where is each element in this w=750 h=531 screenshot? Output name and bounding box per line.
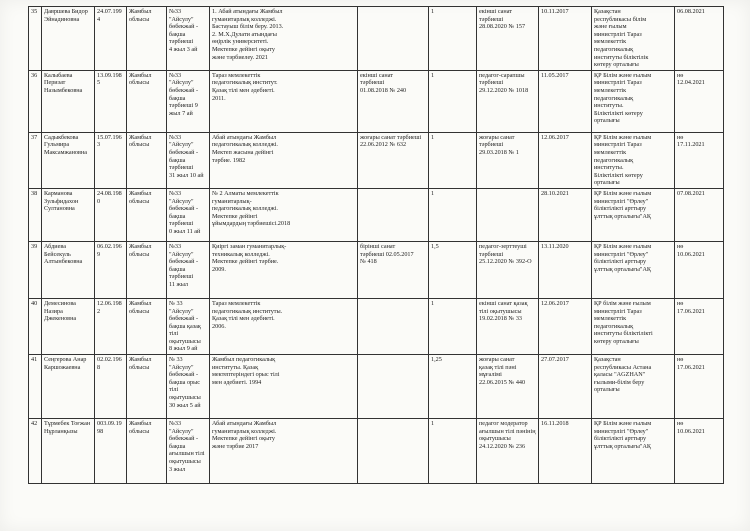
course-date-cell: 16.11.2018 [539,419,592,484]
education-cell: 1. Абай атындағы Жамбыл гуманитарлық колледжі. Бастауыш білім беру. 2013. 2. М.Х.Дулати атындағы өңірлік университеті. Мектепке дейінгі оқыту және тәрбиелеу. 2021 [210,7,358,71]
table-row [29,188,724,241]
education-cell: Жамбыл педагогикалық институты. Қазақ мектептеріндегі орыс тілі мен әдебиеті. 1994 [210,355,358,419]
training-organization-cell: ҚР Білім және ғылым министрлігі "Өрлеу" біліктілікті арттыру ұлттық орталығы"АҚ [592,188,675,241]
rate-cell: 1 [429,298,477,354]
workplace-experience-cell: №33 "Айсулу" бөбекжай - бақша тәрбиеші 11 жыл [167,241,210,298]
workplace-experience-cell: №33 "Айсулу" бөбекжай - бақша ағылшын тілі оқытушысы 3 жыл [167,419,210,484]
current-category-cell: педагог-зерттеуші тәрбиеші 25.12.2020 № 392-О [477,241,539,298]
birth-date-cell: 24.08.1980 [95,188,127,241]
certificate-date-cell: нө 17.11.2021 [675,132,724,188]
certificate-date-cell: нө 17.06.2021 [675,298,724,354]
table-body [29,7,724,484]
birth-date-cell: 02.02.1968 [95,355,127,419]
current-category-cell [477,188,539,241]
region-cell: Жамбыл облысы [127,188,167,241]
education-cell: Тараз мемлекеттік педагогикалық институты. Қазақ тілі мен әдебиеті. 2006. [210,298,358,354]
region-cell: Жамбыл облысы [127,355,167,419]
training-organization-cell: Қазақстан республикасы білім және ғылым министрлігі Тараз мемлекеттік педагогикалық институты біліктілік көтеру орталығы [592,7,675,71]
full-name-cell: Тұрмебек Тоғжан Нұрланқызы [42,419,95,484]
workplace-experience-cell: №33 "Айсулу" бөбекжай - бақша тәрбиеші 9 жыл 7 ай [167,70,210,132]
previous-category-cell [358,355,429,419]
region-cell: Жамбыл облысы [127,298,167,354]
training-organization-cell: ҚР Білім және ғылым министрлігі "Өрлеу" біліктілікті арттыру ұлттық орталығы"АҚ [592,419,675,484]
row-number-cell: 40 [29,298,42,354]
previous-category-cell [358,7,429,71]
table-row [29,70,724,132]
previous-category-cell [358,298,429,354]
rate-cell: 1 [429,132,477,188]
current-category-cell: жоғары санат қазақ тілі пәні мұғалімі 22.06.2015 № 440 [477,355,539,419]
current-category-cell: екінші санат тәрбиеші 28.08.2020 № 157 [477,7,539,71]
certificate-date-cell: нө 10.06.2021 [675,241,724,298]
rate-cell: 1 [429,70,477,132]
rate-cell: 1 [429,7,477,71]
education-cell: Абай атындағы Жамбыл гуманитарлық колледжі. Мектепке дейінгі оқыту және тәрбие 2017 [210,419,358,484]
region-cell: Жамбыл облысы [127,419,167,484]
region-cell: Жамбыл облысы [127,70,167,132]
education-cell: Тараз мемлекеттік педагогикалық институт. Қазақ тілі мен әдебиеті. 2011. [210,70,358,132]
table-row [29,355,724,419]
current-category-cell: екінші санат қазақ тілі оқытушысы 19.02.2018 № 33 [477,298,539,354]
full-name-cell: Калыбаева Перизат Назымбековна [42,70,95,132]
current-category-cell: педагог модератор ағылшын тілі пәнінің оқытушысы 24.12.2020 № 236 [477,419,539,484]
row-number-cell: 41 [29,355,42,419]
training-organization-cell: Қазақстан республикасы Астана қаласы "AGZHAN" ғылыми-білім беру орталығы [592,355,675,419]
course-date-cell: 10.11.2017 [539,7,592,71]
training-organization-cell: ҚР Білім және ғылым министрлігі Тараз мемлекеттік педагогикалық институты. Біліктілікті көтеру орталығы [592,132,675,188]
course-date-cell: 27.07.2017 [539,355,592,419]
training-organization-cell: ҚР Білім және ғылым министрлігі "Өрлеу" біліктілікті арттыру ұлттық орталығы"АҚ [592,241,675,298]
course-date-cell: 13.11.2020 [539,241,592,298]
region-cell: Жамбыл облысы [127,241,167,298]
course-date-cell: 12.06.2017 [539,132,592,188]
full-name-cell: Давршева Бидор Эйнадиновна [42,7,95,71]
full-name-cell: Абдиева Бейсекуль Алтынбековна [42,241,95,298]
rate-cell: 1 [429,419,477,484]
training-organization-cell: ҚР білім және ғылым министрлігі Тараз мемлекеттік педагогикалық институты біліктілікті көтеру орталығы [592,298,675,354]
previous-category-cell: жоғары санат тәрбиеші 22.06.2012 № 632 [358,132,429,188]
previous-category-cell: екінші санат тәрбиеші 01.08.2018 № 240 [358,70,429,132]
full-name-cell: Сеңгерова Анар Каршожаевна [42,355,95,419]
birth-date-cell: 24.07.1994 [95,7,127,71]
birth-date-cell: 15.07.1963 [95,132,127,188]
education-cell: Қиіргі заман гуманитарлық- техникалық колледжі. Мектепке дейінгі тәрбие. 2009. [210,241,358,298]
course-date-cell: 12.06.2017 [539,298,592,354]
region-cell: Жамбыл облысы [127,132,167,188]
workplace-experience-cell: №33 "Айсулу" бөбекжай - бақша тәрбиеші 4 жыл 3 ай [167,7,210,71]
birth-date-cell: 003.09.1998 [95,419,127,484]
row-number-cell: 36 [29,70,42,132]
birth-date-cell: 06.02.1969 [95,241,127,298]
rate-cell: 1 [429,188,477,241]
row-number-cell: 42 [29,419,42,484]
previous-category-cell [358,188,429,241]
previous-category-cell: бірінші санат тәрбиеші 02.05.2017 № 418 [358,241,429,298]
row-number-cell: 37 [29,132,42,188]
workplace-experience-cell: № 33 "Айсулу" бөбекжай - бақша орыс тілі оқытушысы 30 жыл 5 ай [167,355,210,419]
birth-date-cell: 12.06.1982 [95,298,127,354]
row-number-cell: 35 [29,7,42,71]
rate-cell: 1,5 [429,241,477,298]
education-cell: Абай атындағы Жамбыл педагогикалық колледжі. Мектеп жасына дейінгі тәрбие. 1982 [210,132,358,188]
training-organization-cell: ҚР Білім және ғылым министрлігі Тараз мемлекеттік педагогикалық институты. Біліктілікті көтеру орталығы [592,70,675,132]
full-name-cell: Карманова Зульфидахон Султановна [42,188,95,241]
certificate-date-cell: нө 17.06.2021 [675,355,724,419]
current-category-cell: жоғары санат тәрбиеші 29.03.2018 № 1 [477,132,539,188]
row-number-cell: 39 [29,241,42,298]
certificate-date-cell: 07.08.2021 [675,188,724,241]
workplace-experience-cell: №33 "Айсулу" бөбекжай - бақша тәрбиеші 31 жыл 10 ай [167,132,210,188]
table-row [29,419,724,484]
region-cell: Жамбыл облысы [127,7,167,71]
row-number-cell: 38 [29,188,42,241]
previous-category-cell [358,419,429,484]
staff-table [28,6,724,484]
certificate-date-cell: нө 12.04.2021 [675,70,724,132]
current-category-cell: педагог-сарапшы тәрбиеші 29.12.2020 № 1018 [477,70,539,132]
course-date-cell: 11.05.2017 [539,70,592,132]
table-row [29,298,724,354]
certificate-date-cell: 06.08.2021 [675,7,724,71]
certificate-date-cell: нө 10.06.2021 [675,419,724,484]
workplace-experience-cell: № 33 "Айсулу" бөбекжай - бақша қазақ тілі оқытушысы 8 жыл 9 ай [167,298,210,354]
birth-date-cell: 13.09.1985 [95,70,127,132]
education-cell: № 2 Алматы мемлекеттік гуманитарлық- педагогикалық колледжі. Мектепке дейінгі ұйымдардың тәрбиешісі.2018 [210,188,358,241]
full-name-cell: Садыкбекова Гульмира Максамжановна [42,132,95,188]
table-row [29,241,724,298]
full-name-cell: Демесинова Назира Джекеновна [42,298,95,354]
rate-cell: 1,25 [429,355,477,419]
table-row [29,7,724,71]
table-row [29,132,724,188]
workplace-experience-cell: №33 "Айсулу" бөбекжай - бақша тәрбиеші 0 жыл 11 ай [167,188,210,241]
course-date-cell: 28.10.2021 [539,188,592,241]
